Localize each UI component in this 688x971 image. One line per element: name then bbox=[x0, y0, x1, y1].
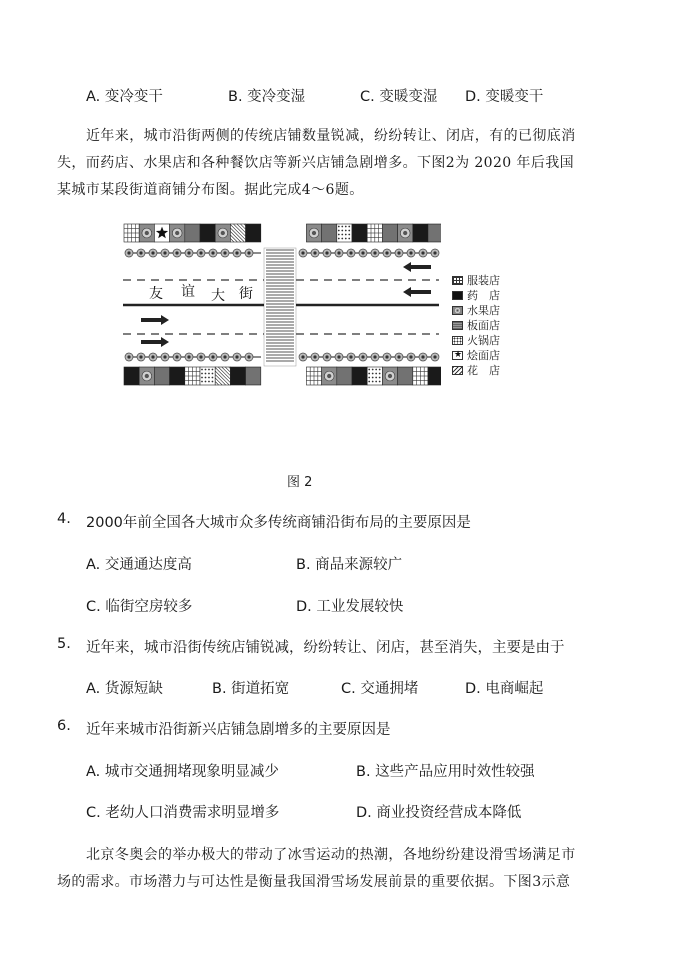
figure-caption: 图 2 bbox=[287, 475, 313, 490]
outro-line-2: 场的需求。市场潜力与可达性是衡量我国滑雪场发展前景的重要依据。下图3示意 bbox=[57, 874, 571, 890]
tree-icon bbox=[311, 249, 319, 257]
tree-icon bbox=[359, 353, 367, 361]
question-text: 近年来城市沿街新兴店铺急剧增多的主要原因是 bbox=[86, 722, 391, 738]
tree-icon bbox=[431, 353, 439, 361]
intro-line-1: 近年来，城市沿街两侧的传统店铺数量锐减，纷纷转让、闭店，有的已彻底消 bbox=[86, 128, 576, 144]
tree-icon bbox=[125, 249, 133, 257]
tree-icon bbox=[245, 353, 253, 361]
tree-icon bbox=[335, 249, 343, 257]
street-shop-map bbox=[121, 222, 441, 388]
shop-dots bbox=[367, 367, 382, 385]
option-b: B. 这些产品应用时效性较强 bbox=[356, 764, 535, 780]
tree-icon bbox=[233, 353, 241, 361]
tree-icon bbox=[137, 249, 145, 257]
street-name-char: 大 bbox=[211, 288, 225, 304]
q3-option-c: C. 变暖变湿 bbox=[360, 89, 438, 105]
intro-line-3: 某城市某段街道商铺分布图。据此完成4～6题。 bbox=[57, 182, 364, 198]
tree-icon bbox=[383, 249, 391, 257]
shop-grid bbox=[185, 367, 200, 385]
question-text: 2000年前全国各大城市众多传统商铺沿街布局的主要原因是 bbox=[86, 515, 471, 531]
tree-icon bbox=[161, 353, 169, 361]
legend-label: 板面店 bbox=[467, 319, 500, 332]
shop-gray bbox=[382, 224, 397, 242]
q3-option-b: B. 变冷变湿 bbox=[228, 89, 306, 105]
street-name-char: 友 bbox=[149, 286, 163, 302]
tree-icon bbox=[335, 353, 343, 361]
shop-grid bbox=[306, 367, 321, 385]
shop-gray bbox=[322, 224, 337, 242]
legend-item bbox=[452, 362, 500, 378]
option-b: B. 商品来源较广 bbox=[296, 557, 403, 573]
legend-swatch bbox=[452, 336, 463, 345]
crosswalk bbox=[264, 248, 296, 366]
tree-icon bbox=[125, 353, 133, 361]
shop-circle bbox=[139, 224, 154, 242]
legend-swatch bbox=[452, 276, 463, 285]
tree-icon bbox=[221, 353, 229, 361]
shop-circle bbox=[398, 224, 413, 242]
tree-icon bbox=[371, 249, 379, 257]
legend-label: 水果店 bbox=[467, 304, 500, 317]
shop-circle bbox=[322, 367, 337, 385]
legend-label: 烩面店 bbox=[467, 349, 500, 362]
shop-gray bbox=[154, 367, 169, 385]
tree-icon bbox=[299, 353, 307, 361]
tree-icon bbox=[311, 353, 319, 361]
tree-icon bbox=[149, 353, 157, 361]
tree-icon bbox=[395, 353, 403, 361]
street-name-char: 谊 bbox=[181, 284, 195, 300]
tree-icon bbox=[323, 353, 331, 361]
legend-swatch bbox=[452, 306, 463, 315]
legend-label: 服装店 bbox=[467, 274, 500, 287]
legend-label: 花 店 bbox=[467, 364, 500, 377]
option-a: A. 城市交通拥堵现象明显减少 bbox=[86, 764, 279, 780]
shop-black bbox=[352, 224, 367, 242]
tree-icon bbox=[359, 249, 367, 257]
shop-black bbox=[428, 367, 441, 385]
tree-icon bbox=[185, 249, 193, 257]
shop-hatch bbox=[230, 224, 245, 242]
legend-swatch bbox=[452, 351, 463, 360]
legend-label: 药 店 bbox=[467, 289, 500, 302]
question-number: 5. bbox=[57, 636, 71, 652]
tree-icon bbox=[431, 249, 439, 257]
shop-grid bbox=[124, 224, 139, 242]
shop-black bbox=[352, 367, 367, 385]
shop-black bbox=[170, 367, 185, 385]
shop-grid bbox=[367, 224, 382, 242]
shop-gray bbox=[246, 367, 261, 385]
legend-item bbox=[452, 287, 500, 303]
shop-black bbox=[246, 224, 261, 242]
tree-icon bbox=[161, 249, 169, 257]
shop-star bbox=[154, 224, 169, 242]
shop-circle bbox=[382, 367, 397, 385]
option-d: D. 商业投资经营成本降低 bbox=[356, 805, 522, 821]
tree-icon bbox=[407, 249, 415, 257]
shop-gray bbox=[428, 224, 441, 242]
option-b: B. 街道拓宽 bbox=[212, 681, 290, 697]
shop-black bbox=[124, 367, 139, 385]
shop-circle bbox=[139, 367, 154, 385]
tree-icon bbox=[347, 353, 355, 361]
shop-gray bbox=[337, 367, 352, 385]
tree-icon bbox=[299, 249, 307, 257]
shop-black bbox=[230, 367, 245, 385]
tree-icon bbox=[197, 353, 205, 361]
shop-black bbox=[200, 224, 215, 242]
q3-option-a: A. 变冷变干 bbox=[86, 89, 163, 105]
tree-icon bbox=[245, 249, 253, 257]
tree-icon bbox=[383, 353, 391, 361]
tree-icon bbox=[221, 249, 229, 257]
shop-dots bbox=[337, 224, 352, 242]
legend-item bbox=[452, 317, 500, 333]
star-icon: ★ bbox=[454, 349, 463, 360]
shop-circle bbox=[170, 224, 185, 242]
tree-icon bbox=[149, 249, 157, 257]
question-text: 近年来，城市沿街传统店铺锐减，纷纷转让、闭店，甚至消失，主要是由于 bbox=[86, 640, 565, 656]
question-number: 6. bbox=[57, 718, 71, 734]
tree-icon bbox=[173, 353, 181, 361]
tree-icon bbox=[185, 353, 193, 361]
legend-swatch bbox=[452, 366, 463, 375]
q3-option-d: D. 变暖变干 bbox=[465, 89, 544, 105]
tree-icon bbox=[209, 353, 217, 361]
shop-black bbox=[413, 224, 428, 242]
legend-item bbox=[452, 347, 500, 363]
option-d: D. 工业发展较快 bbox=[296, 599, 404, 615]
option-c: C. 交通拥堵 bbox=[341, 681, 419, 697]
outro-line-1: 北京冬奥会的举办极大的带动了冰雪运动的热潮，各地纷纷建设滑雪场满足市 bbox=[86, 847, 576, 863]
option-d: D. 电商崛起 bbox=[465, 681, 544, 697]
shop-hatch bbox=[215, 367, 230, 385]
tree-icon bbox=[347, 249, 355, 257]
legend-item bbox=[452, 332, 500, 348]
shop-grid bbox=[413, 367, 428, 385]
shop-circle bbox=[215, 224, 230, 242]
shop-dots bbox=[200, 367, 215, 385]
shop-gray bbox=[185, 224, 200, 242]
legend-item bbox=[452, 302, 500, 318]
tree-icon bbox=[173, 249, 181, 257]
option-c: C. 临街空房较多 bbox=[86, 599, 193, 615]
legend-label: 火锅店 bbox=[467, 334, 500, 347]
tree-icon bbox=[233, 249, 241, 257]
street-name-char: 街 bbox=[239, 286, 253, 302]
tree-icon bbox=[407, 353, 415, 361]
intro-line-2: 失，而药店、水果店和各种餐饮店等新兴店铺急剧增多。下图2为 2020 年后我国 bbox=[57, 155, 575, 171]
tree-icon bbox=[419, 249, 427, 257]
option-a: A. 交通通达度高 bbox=[86, 557, 192, 573]
legend-swatch bbox=[452, 291, 463, 300]
option-a: A. 货源短缺 bbox=[86, 681, 163, 697]
option-c: C. 老幼人口消费需求明显增多 bbox=[86, 805, 280, 821]
tree-icon bbox=[419, 353, 427, 361]
tree-icon bbox=[137, 353, 145, 361]
legend-swatch bbox=[452, 321, 463, 330]
tree-icon bbox=[209, 249, 217, 257]
tree-icon bbox=[323, 249, 331, 257]
tree-icon bbox=[395, 249, 403, 257]
shop-circle bbox=[306, 224, 321, 242]
shop-gray bbox=[398, 367, 413, 385]
legend-item bbox=[452, 272, 500, 288]
tree-icon bbox=[197, 249, 205, 257]
tree-icon bbox=[371, 353, 379, 361]
question-number: 4. bbox=[57, 511, 71, 527]
